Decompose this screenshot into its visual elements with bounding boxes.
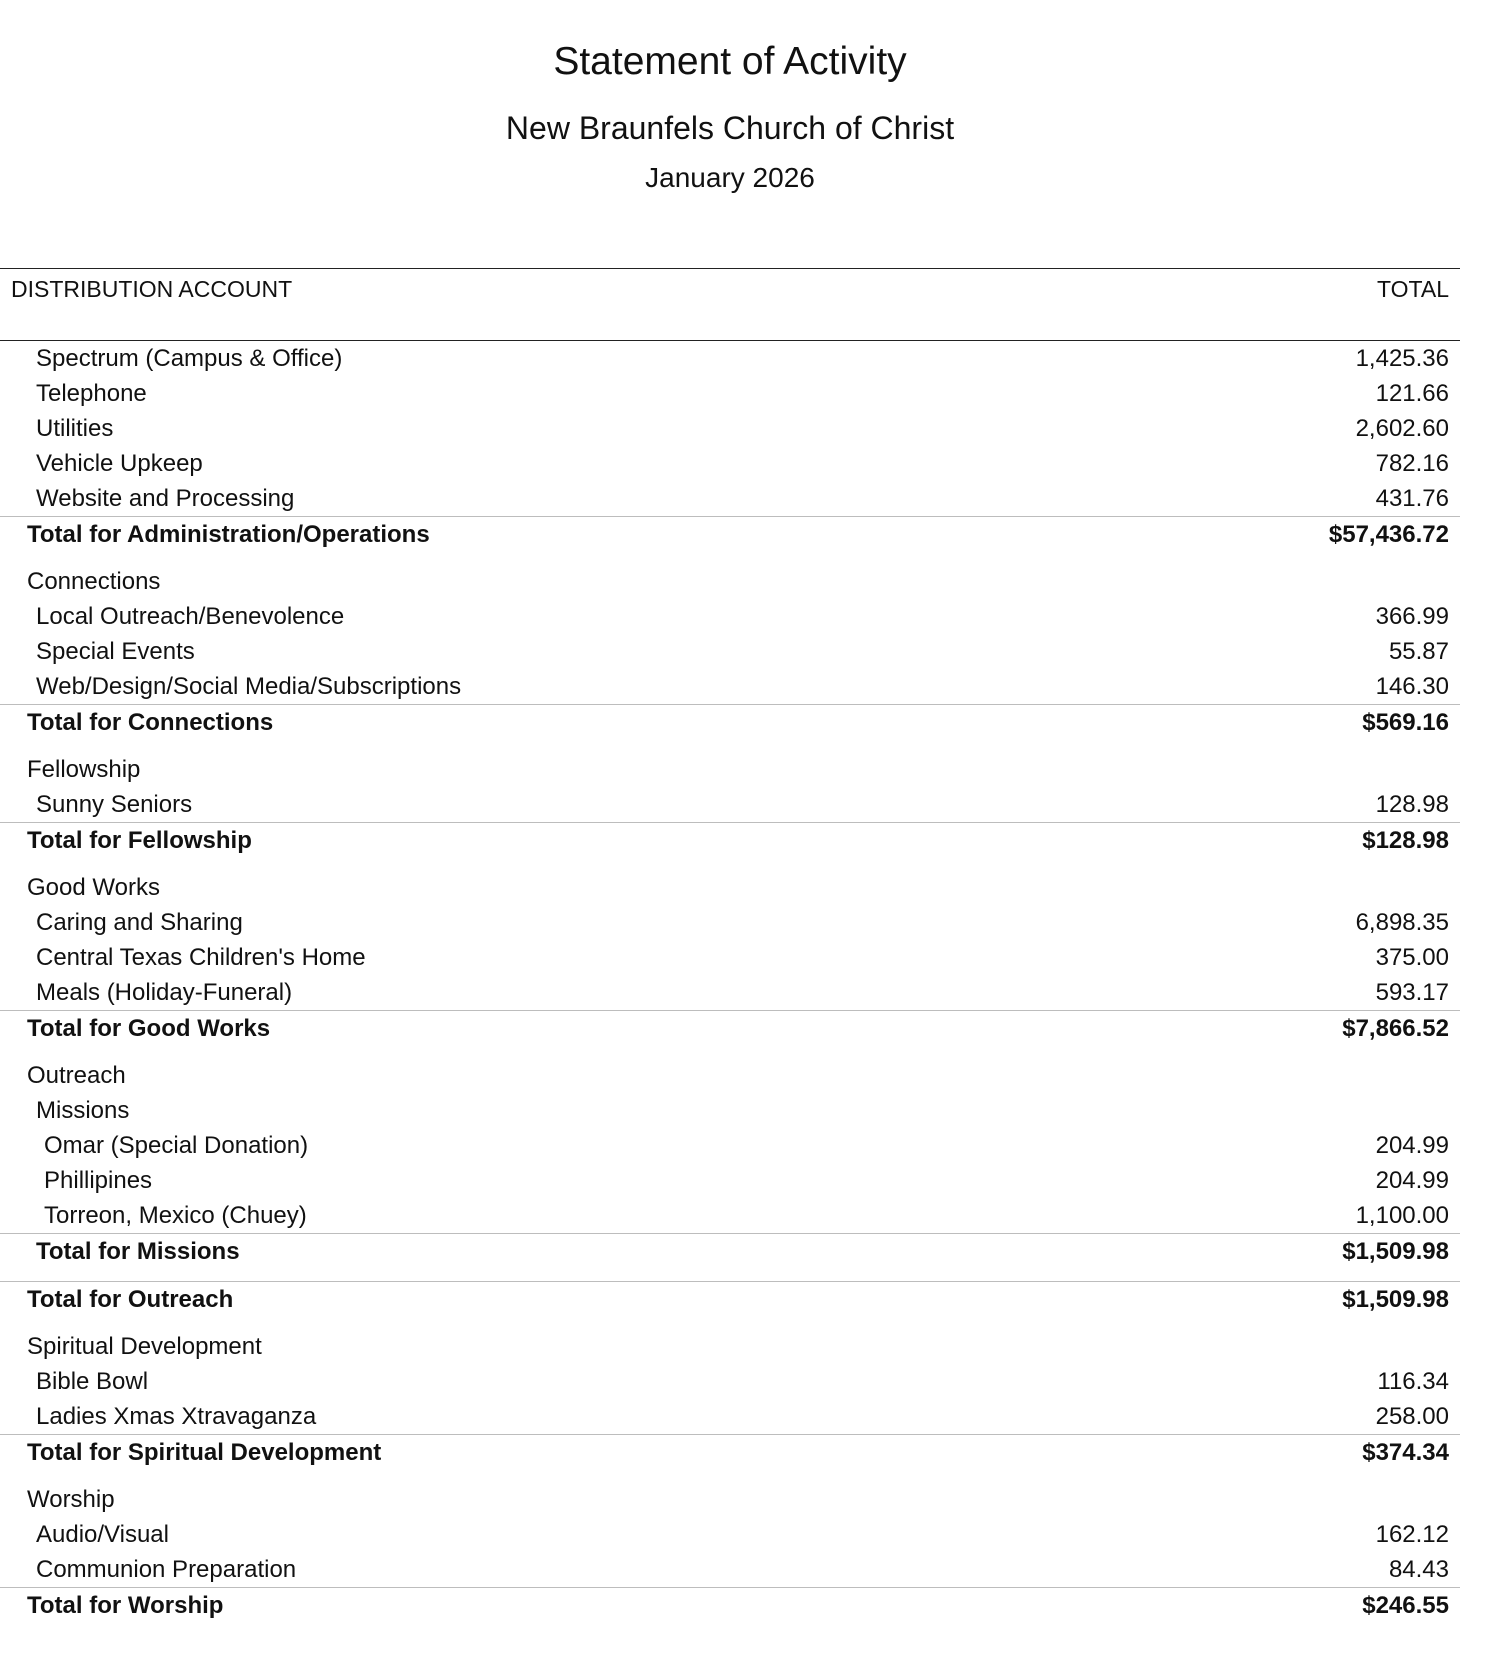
report-title: Statement of Activity: [553, 40, 907, 83]
total-row: [0, 1434, 1460, 1471]
group-row: [0, 1093, 1460, 1128]
table-row: [0, 376, 1460, 411]
amount-value: 204.99: [1375, 1167, 1449, 1194]
account-label: Total for Fellowship: [27, 827, 252, 854]
account-label: Bible Bowl: [36, 1368, 149, 1395]
amount-value: 258.00: [1375, 1403, 1449, 1430]
amount-value: 84.43: [1388, 1556, 1449, 1583]
amount-value: 2,602.60: [1355, 415, 1449, 442]
amount-value: $1,509.98: [1342, 1238, 1449, 1265]
amount-value: 116.34: [1377, 1368, 1449, 1395]
account-label: Total for Administration/Operations: [27, 521, 430, 548]
account-label: Caring and Sharing: [36, 909, 243, 936]
table-row: [0, 481, 1460, 516]
amount-value: $7,866.52: [1342, 1015, 1449, 1042]
account-label: Phillipines: [44, 1167, 153, 1194]
account-label: Spiritual Development: [27, 1333, 262, 1360]
group-row: [0, 870, 1460, 905]
table-row: [0, 1517, 1460, 1552]
amount-value: $128.98: [1362, 827, 1449, 854]
table-row: [0, 341, 1460, 376]
account-label: Spectrum (Campus & Office): [36, 345, 343, 372]
table-row: [0, 905, 1460, 940]
account-label: Good Works: [27, 874, 160, 901]
amount-value: 128.98: [1375, 791, 1449, 818]
amount-value: $569.16: [1362, 709, 1449, 736]
table-row: [0, 1198, 1460, 1233]
table-body: [0, 341, 1460, 1624]
amount-value: $57,436.72: [1328, 521, 1449, 548]
account-label: Special Events: [36, 638, 195, 665]
account-label: Total for Outreach: [27, 1286, 234, 1313]
group-row: [0, 1329, 1460, 1364]
account-label: Sunny Seniors: [36, 791, 193, 818]
amount-value: 121.66: [1375, 380, 1449, 407]
group-row: [0, 1058, 1460, 1093]
account-label: Communion Preparation: [36, 1556, 297, 1583]
table-row: [0, 940, 1460, 975]
table-row: [0, 1163, 1460, 1198]
group-row: [0, 752, 1460, 787]
account-label: Utilities: [36, 415, 114, 442]
table-row: [0, 634, 1460, 669]
table-row: [0, 446, 1460, 481]
amount-value: $1,509.98: [1342, 1286, 1449, 1313]
account-label: Connections: [27, 568, 161, 595]
amount-value: $374.34: [1362, 1439, 1449, 1466]
table-row: [0, 1552, 1460, 1587]
group-row: [0, 564, 1460, 599]
account-label: Audio/Visual: [36, 1521, 169, 1548]
account-label: Worship: [27, 1486, 115, 1513]
table-row: [0, 1364, 1460, 1399]
total-row: [0, 1233, 1460, 1270]
table-row: [0, 1399, 1460, 1434]
account-label: Total for Connections: [27, 709, 274, 736]
account-label: Meals (Holiday-Funeral): [36, 979, 293, 1006]
organization-name: New Braunfels Church of Christ: [505, 110, 955, 146]
report-period: January 2026: [645, 162, 815, 193]
account-label: Ladies Xmas Xtravaganza: [36, 1403, 317, 1430]
amount-value: 162.12: [1375, 1521, 1449, 1548]
total-row: [0, 1010, 1460, 1047]
account-label: Total for Spiritual Development: [27, 1439, 382, 1466]
account-label: Web/Design/Social Media/Subscriptions: [36, 673, 462, 700]
account-label: Outreach: [27, 1062, 126, 1089]
account-label: Central Texas Children's Home: [36, 944, 366, 971]
column-header-total: TOTAL: [1377, 276, 1449, 302]
amount-value: 782.16: [1375, 450, 1449, 477]
account-label: Torreon, Mexico (Chuey): [44, 1202, 307, 1229]
section-gap: [0, 553, 1460, 564]
amount-value: 146.30: [1375, 673, 1449, 700]
amount-value: 1,100.00: [1355, 1202, 1449, 1229]
amount-value: 6,898.35: [1355, 909, 1449, 936]
activity-table: [0, 268, 1460, 1624]
group-row: [0, 1482, 1460, 1517]
table-row: [0, 411, 1460, 446]
table-row: [0, 787, 1460, 822]
amount-value: 55.87: [1388, 638, 1449, 665]
section-gap: [0, 1047, 1460, 1058]
total-row: [0, 822, 1460, 859]
amount-value: 366.99: [1375, 603, 1449, 630]
table-row: [0, 669, 1460, 704]
account-label: Missions: [36, 1097, 130, 1124]
total-row: [0, 704, 1460, 741]
total-row: [0, 1587, 1460, 1624]
total-row: [0, 1281, 1460, 1318]
account-label: Website and Processing: [36, 485, 295, 512]
amount-value: 593.17: [1375, 979, 1449, 1006]
total-row: [0, 516, 1460, 553]
amount-value: 204.99: [1375, 1132, 1449, 1159]
account-label: Total for Worship: [27, 1592, 224, 1619]
table-row: [0, 975, 1460, 1010]
amount-value: $246.55: [1362, 1592, 1449, 1619]
amount-value: 375.00: [1375, 944, 1449, 971]
amount-value: 1,425.36: [1355, 345, 1449, 372]
table-row: [0, 599, 1460, 634]
account-label: Fellowship: [27, 756, 141, 783]
account-label: Total for Good Works: [27, 1015, 271, 1042]
table-row: [0, 1128, 1460, 1163]
account-label: Telephone: [36, 380, 147, 407]
section-gap: [0, 1471, 1460, 1482]
account-label: Vehicle Upkeep: [36, 450, 203, 477]
column-header-account: DISTRIBUTION ACCOUNT: [11, 276, 293, 302]
account-label: Local Outreach/Benevolence: [36, 603, 345, 630]
section-gap: [0, 1270, 1460, 1281]
section-gap: [0, 741, 1460, 752]
section-gap: [0, 1318, 1460, 1329]
section-gap: [0, 859, 1460, 870]
amount-value: 431.76: [1375, 485, 1449, 512]
account-label: Omar (Special Donation): [44, 1132, 309, 1159]
column-header-row: [0, 268, 1460, 341]
account-label: Total for Missions: [36, 1238, 240, 1265]
